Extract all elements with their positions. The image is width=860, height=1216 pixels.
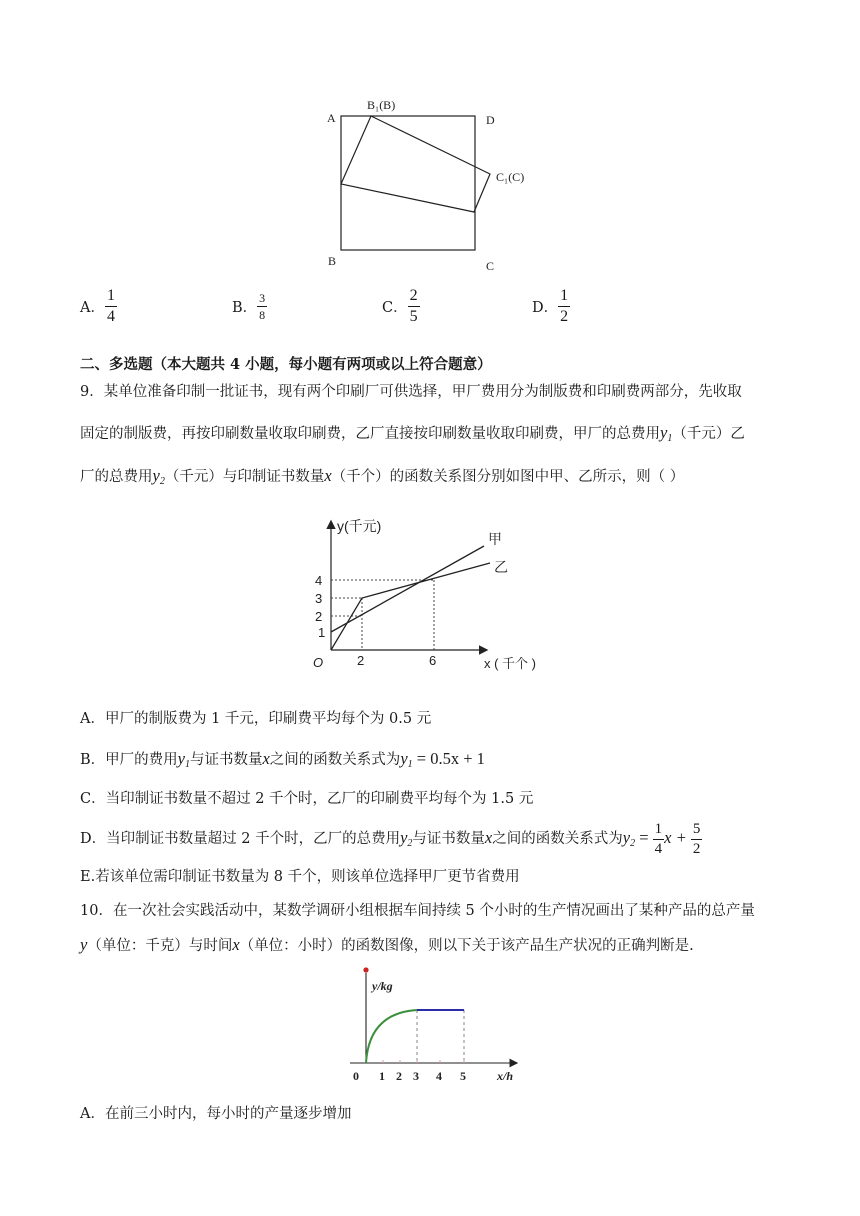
folded-square-figure (320, 92, 540, 282)
x-tick-2: 2 (396, 1069, 402, 1083)
y-axis-label: y/kg (372, 979, 393, 993)
graph-cost-functions (300, 508, 560, 680)
x-axis-label: x/h (497, 1069, 514, 1083)
origin-label: O (313, 655, 324, 670)
q9-option-b: B．甲厂的费用$y_1$与证书数量x之间的函数关系式为$y_1 = 0.5x + 1$ (80, 749, 485, 770)
q10-line-1: 10．在一次社会实践活动中，某数学调研小组根据车间持续 5 个小时的生产情况画出了某种产品的总产量 (80, 903, 755, 919)
graph-production (336, 962, 526, 1088)
q9-line-1: 9．某单位准备印制一批证书，现有两个印刷厂可供选择，甲厂费用分为制版费和印刷费两部分，先收取 (80, 384, 742, 400)
formula-b: = 0.5x + 1 (412, 749, 485, 768)
x-tick-2: 2 (357, 653, 365, 668)
x-axis-label: x ( 千个 ) (484, 656, 536, 671)
x-tick-6: 6 (429, 653, 437, 668)
x-tick-4: 4 (436, 1069, 442, 1083)
series-jia-line (331, 546, 484, 632)
x-tick-5: 5 (460, 1069, 466, 1083)
q8-option-a (80, 288, 117, 325)
q9-line-2: 固定的制版费，再按印刷数量收取印刷费，乙厂直接按印刷数量收取印刷费，甲厂的总费用$y_1$（千元）乙 (80, 423, 745, 444)
q9-option-a: A．甲厂的制版费为 1 千元，印刷费平均每个为 0.5 元 (80, 711, 432, 727)
var-x: x (324, 466, 332, 485)
q9-line-3: 厂的总费用$y_2$（千元）与印制证书数量x（千个）的函数关系图分别如图中甲、乙所示，则（ ） (80, 466, 685, 487)
q9-option-c: C．当印制证书数量不超过 2 千个时，乙厂的印刷费平均每个为 1.5 元 (80, 791, 534, 807)
y-axis-tip-dot (363, 967, 368, 972)
q8-option-c (382, 288, 420, 325)
label-b1: B₁(B) (367, 98, 396, 112)
q8-option-d (532, 288, 570, 325)
q9-option-d: D．当印制证书数量超过 2 千个时，乙厂的总费用$y_2$与证书数量x之间的函数关系式为$y_2$ = $\frac{1}{4}$ x + $\frac{5}{2}$ (80, 820, 701, 857)
fraction-quarter: $\frac{1}{4}$ (654, 820, 663, 857)
label-c1: C₁(C) (496, 170, 525, 184)
q10-option-a: A．在前三小时内，每小时的产量逐步增加 (80, 1106, 352, 1122)
section-title: 二、多选题（本大题共 4 小题，每小题有两项或以上符合题意） (80, 356, 492, 373)
y-tick-1: 1 (318, 625, 326, 640)
production-curve (366, 1010, 417, 1063)
x-tick-1: 1 (379, 1069, 385, 1083)
option-letter: C． (382, 300, 408, 316)
series-yi-label: 乙 (494, 559, 508, 575)
option-fraction: $\frac{1}{2}$ (560, 287, 569, 325)
x-tick-3: 3 (413, 1069, 419, 1083)
series-jia-label: 甲 (488, 531, 502, 547)
q9-option-e: E.若该单位需印制证书数量为 8 千个，则该单位选择甲厂更节省费用 (80, 869, 520, 885)
q8-option-b (232, 292, 267, 321)
label-a: A (327, 111, 336, 125)
y-tick-2: 2 (315, 609, 323, 624)
option-fraction: $\frac{2}{5}$ (409, 287, 418, 325)
guide-lines (331, 580, 434, 650)
label-b: B (328, 254, 337, 268)
fraction-five-halves: $\frac{5}{2}$ (692, 820, 701, 857)
guide-lines (417, 1010, 464, 1063)
var-y1: $y_1$ (660, 423, 673, 444)
origin-label: 0 (353, 1069, 359, 1083)
var-y2: $y_2$ (152, 466, 165, 487)
option-letter: B． (232, 300, 258, 316)
square-abcd (341, 116, 475, 250)
folded-quadrilateral (341, 116, 490, 212)
label-d: D (486, 113, 495, 127)
option-letter: D． (532, 300, 559, 316)
y-tick-3: 3 (315, 591, 323, 606)
label-c: C (486, 259, 495, 273)
option-letter: A． (80, 300, 105, 316)
y-tick-4: 4 (315, 573, 323, 588)
option-fraction: $\frac{3}{8}$ (259, 291, 266, 322)
y-axis-label: y(千元) (337, 518, 382, 534)
q10-line-2: y（单位：千克）与时间x（单位：小时）的函数图像，则以下关于该产品生产状况的正确判断是. (80, 935, 694, 954)
option-fraction: $\frac{1}{4}$ (106, 287, 115, 325)
series-yi-line (331, 563, 490, 650)
